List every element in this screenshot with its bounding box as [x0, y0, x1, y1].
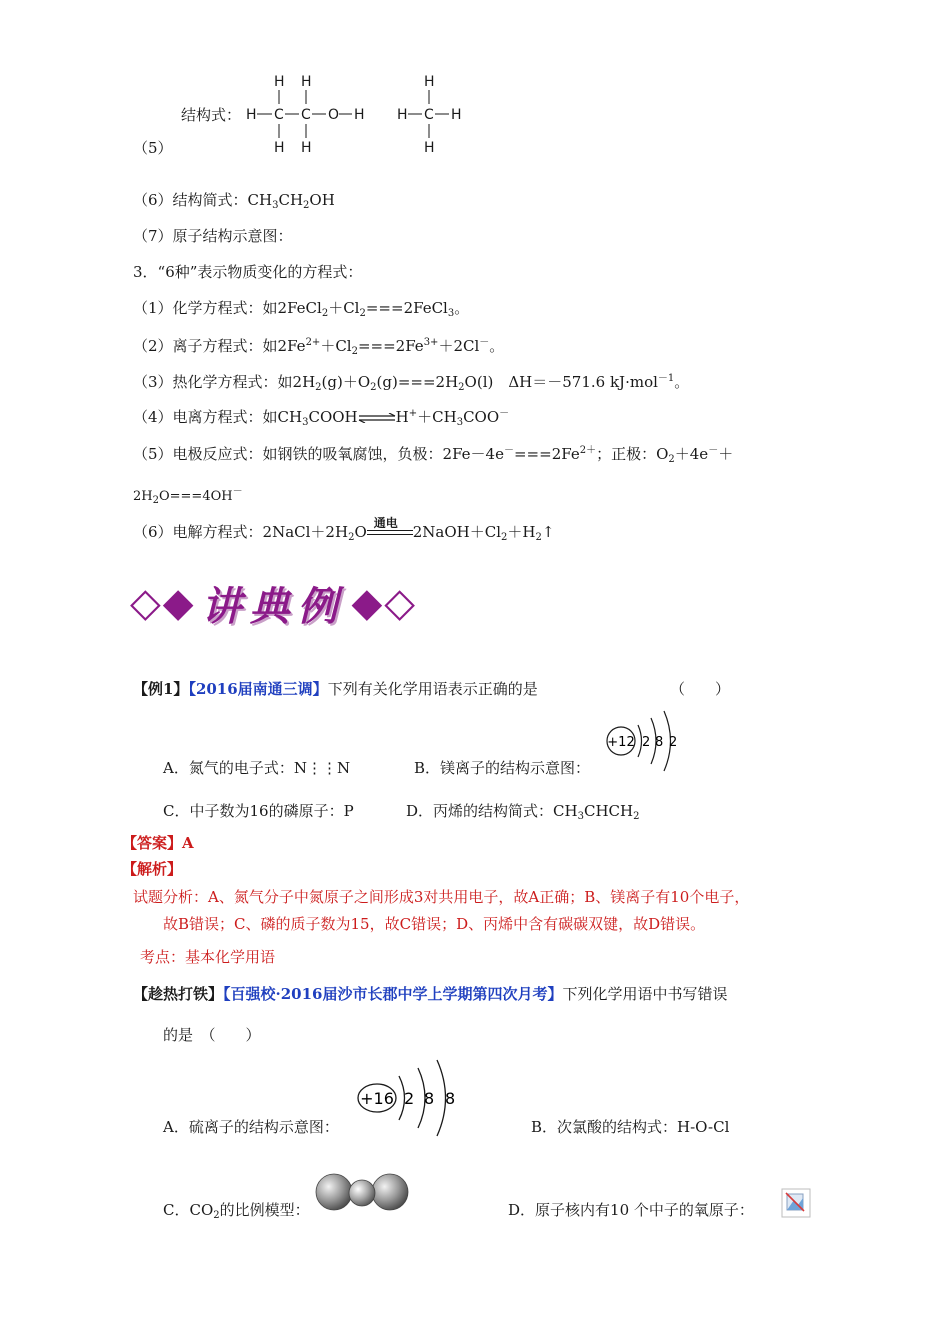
atom-h: H — [397, 107, 408, 123]
atom-h: H — [246, 107, 257, 123]
example1-question: 【例1】【2016届南通三调】下列有关化学用语表示正确的是 — [133, 680, 538, 698]
banner-title: 讲典例 — [201, 582, 346, 630]
example1-option-a: A．氮气的电子式：N⋮⋮N — [163, 759, 351, 777]
equation-electrode-cont: $2H_2O===4OH^-$ — [133, 486, 243, 506]
atom-h: H — [274, 74, 285, 90]
atom-h: H — [451, 107, 462, 123]
practice-question-cont: 的是 （ ） — [163, 1026, 261, 1044]
svg-text:2: 2 — [642, 735, 651, 750]
svg-text:8: 8 — [445, 1089, 456, 1108]
equation-electrode: （5）电极反应式：如钢铁的吸氧腐蚀，负极：$2Fe-4e^-===2Fe^{2+}$；正极：$O_2+4e^-+$ — [133, 445, 734, 465]
practice-option-c: C．$CO_2$的比例模型： — [163, 1201, 310, 1221]
atom-h: H — [301, 74, 312, 90]
banner-diamond-left: ◇◆ — [130, 580, 196, 626]
example1-option-d: D．丙烯的结构简式：$CH_3CHCH_2$ — [406, 802, 640, 822]
atom-c: C — [424, 107, 434, 123]
reversible-arrow-icon — [358, 413, 396, 423]
svg-text:8: 8 — [655, 735, 664, 750]
equation-ionization: （4）电离方程式：如$CH_3COOH$ $H^++CH_3COO^-$ — [133, 408, 510, 428]
atom-h: H — [424, 140, 435, 156]
equation-ionic: （2）离子方程式：如$2Fe^{2+}+Cl_2===2Fe^{3+}+2Cl^-$。 — [133, 337, 505, 357]
example1-kaodian: 考点：基本化学用语 — [140, 948, 276, 966]
ethanol-structural-formula — [242, 70, 372, 160]
structural-formula-label: 结构式： — [181, 106, 242, 124]
atom-h: H — [354, 107, 365, 123]
item-7-atomic-diagram: （7）原子结构示意图： — [133, 227, 293, 245]
svg-text:+12: +12 — [607, 735, 635, 750]
banner-diamond-right: ◆◇ — [351, 580, 418, 626]
magnesium-ion-structure-diagram — [605, 708, 685, 778]
item-5-number: （5） — [133, 139, 173, 157]
practice-option-d: D．原子核内有10 个中子的氧原子： — [508, 1201, 754, 1219]
atom-c: C — [274, 107, 284, 123]
svg-text:2: 2 — [404, 1089, 415, 1108]
svg-text:+16: +16 — [360, 1089, 394, 1108]
practice-option-a: A．硫离子的结构示意图： — [163, 1118, 339, 1136]
example1-analysis-line1: 试题分析：A、氮气分子中氮原子之间形成3对共用电子，故A正确；B、镁离子有10个电子， — [133, 888, 750, 906]
example1-option-c: C．中子数为16的磷原子：P — [163, 802, 354, 820]
electrolysis-condition: 通电 — [373, 516, 398, 530]
item-6-simple-formula: （6）结构简式：$CH_3CH_2OH$ — [133, 191, 335, 211]
example1-option-b: B．镁离子的结构示意图： — [414, 759, 591, 777]
atom-c: C — [301, 107, 311, 123]
methane-structural-formula — [394, 70, 474, 160]
co2-space-filling-model — [314, 1172, 410, 1212]
section-banner — [130, 578, 417, 628]
heading-6-equations: 3．“6种”表示物质变化的方程式： — [133, 263, 363, 281]
svg-text:8: 8 — [424, 1089, 435, 1108]
equation-electrolysis: （6）电解方程式：$2NaCl+2H_2O$ 通电 $2NaOH+Cl_2+H_2↑$ — [133, 516, 555, 543]
example1-answer-paren: （ ） — [670, 680, 731, 698]
atom-o: O — [328, 107, 340, 123]
practice-question: 【趁热打铁】【百强校·2016届沙市长郡中学上学期第四次月考】下列化学用语中书写错误 — [133, 985, 728, 1003]
example1-analysis-line2: 故B错误；C、磷的质子数为15，故C错误；D、丙烯中含有碳碳双键，故D错误。 — [163, 915, 706, 933]
atom-h: H — [424, 74, 435, 90]
example1-answer: 【答案】A — [122, 834, 194, 852]
practice-option-b: B．次氯酸的结构式：H-O-Cl — [531, 1118, 730, 1136]
atom-h: H — [301, 140, 312, 156]
broken-image-icon — [781, 1188, 811, 1218]
equation-chemical: （1）化学方程式：如$2FeCl_2+Cl_2===2FeCl_3$。 — [133, 299, 470, 319]
svg-text:2: 2 — [669, 735, 678, 750]
example1-analysis-label: 【解析】 — [122, 860, 183, 878]
sulfide-ion-structure-diagram — [355, 1058, 465, 1138]
equation-thermochemical: （3）热化学方程式：如$2H_2(g)+O_2(g)===2H_2O(l)$ ΔH＝－571.6 kJ·mol$^{-1}$。 — [133, 373, 690, 393]
atom-h: H — [274, 140, 285, 156]
